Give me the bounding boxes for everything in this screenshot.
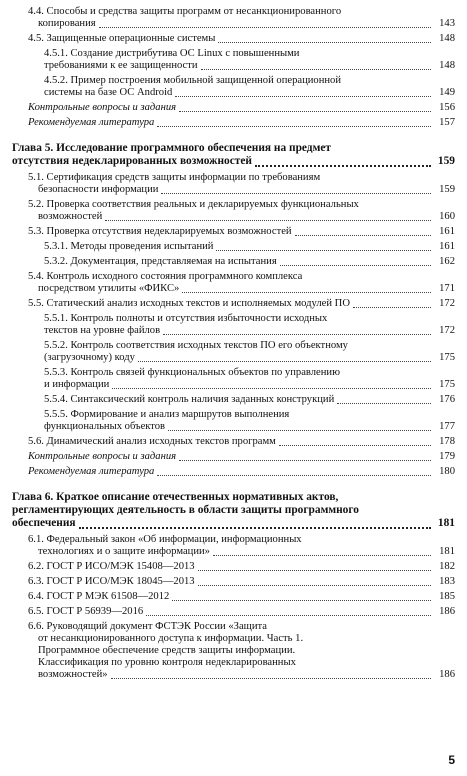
toc-dot-leader — [179, 460, 431, 461]
toc-dot-leader — [216, 250, 431, 251]
toc-page-number: 172 — [439, 325, 455, 336]
toc-dot-leader — [172, 600, 431, 601]
toc-page-number: 181 — [437, 517, 455, 529]
toc-dot-leader — [99, 27, 431, 28]
toc-page-number: 175 — [439, 352, 455, 363]
toc-page-number: 160 — [439, 211, 455, 222]
toc-dot-leader — [163, 334, 431, 335]
toc-entry-text: 6.4. ГОСТ Р МЭК 61508—2012 — [28, 591, 170, 602]
toc-entry-text: 6.2. ГОСТ Р ИСО/МЭК 15408—2013 — [28, 561, 195, 572]
toc-entry-text: 5.5.4. Синтаксический контроль наличия заданных конструкций — [44, 394, 335, 405]
toc-entry-text: 5.6. Динамический анализ исходных текстов программ — [28, 436, 276, 447]
toc-page-number: 148 — [439, 33, 455, 44]
toc-page-number: 179 — [439, 451, 455, 462]
toc-entry-text: 4.5. Защищенные операционные системы — [28, 33, 216, 44]
toc-entry-text: отсутствия недекларированных возможностей — [12, 155, 252, 167]
toc-dot-leader — [213, 555, 431, 556]
toc-entry-text: 6.5. ГОСТ Р 56939—2016 — [28, 606, 144, 617]
toc-dot-leader — [157, 475, 431, 476]
toc-dot-leader — [198, 585, 431, 586]
toc-entry-text: 5.5. Статический анализ исходных текстов и исполняемых модулей ПО — [28, 298, 350, 309]
toc-page-number: 186 — [439, 606, 455, 617]
toc-dot-leader — [218, 42, 431, 43]
toc-dot-leader — [168, 430, 431, 431]
toc-page-number: 177 — [439, 421, 455, 432]
toc-page-number: 148 — [439, 60, 455, 71]
toc-entry-text: копирования — [38, 18, 96, 29]
toc-entry-text: посредством утилиты «ФИКС» — [38, 283, 180, 294]
toc-entry-text: регламентирующих деятельность в области защиты программного — [12, 504, 359, 516]
toc-page-number: 186 — [439, 669, 455, 680]
toc-entry-text: Контрольные вопросы и задания — [28, 102, 177, 113]
toc-dot-leader — [146, 615, 431, 616]
toc-dot-leader — [337, 403, 431, 404]
toc-entry-text: обеспечения — [12, 517, 76, 529]
toc-entry-text: 5.3. Проверка отсутствия недекларируемых возможностей — [28, 226, 292, 237]
toc-entry-text: безопасности информации — [38, 184, 159, 195]
toc-page-number: 156 — [439, 102, 455, 113]
toc-entry-text: Глава 5. Исследование программного обеспечения на предмет — [12, 142, 331, 154]
toc-page-number: 181 — [439, 546, 455, 557]
toc-entry-text: 5.5.5. Формирование и анализ маршрутов выполнения — [44, 409, 290, 420]
toc-entry-text: 5.4. Контроль исходного состояния программного комплекса — [28, 271, 303, 282]
toc-page-number: 183 — [439, 576, 455, 587]
toc-entry-text: Глава 6. Краткое описание отечественных нормативных актов, — [12, 491, 339, 503]
toc-entry-text: Контрольные вопросы и задания — [28, 451, 177, 462]
toc-entry-text: 4.5.1. Создание дистрибутива ОС Linux с повышенными — [44, 48, 300, 59]
toc-dot-leader — [105, 220, 431, 221]
toc-entry-text: возможностей» — [38, 669, 108, 680]
toc-page-number: 175 — [439, 379, 455, 390]
toc-entry-text: 4.5.2. Пример построения мобильной защищенной операционной — [44, 75, 342, 86]
toc-entry-text: технологиях и о защите информации» — [38, 546, 210, 557]
toc-dot-leader — [201, 69, 431, 70]
toc-entry-text: от несанкционированного доступа к информации. Часть 1. — [38, 633, 304, 644]
toc-entry-text: 5.5.3. Контроль связей функциональных объектов по управлению — [44, 367, 341, 378]
toc-dot-leader — [157, 126, 431, 127]
page-number: 5 — [448, 753, 455, 767]
toc-entry-text: 6.1. Федеральный закон «Об информации, информационных — [28, 534, 302, 545]
toc-page-number: 149 — [439, 87, 455, 98]
toc-page-number: 182 — [439, 561, 455, 572]
toc-dot-leader — [138, 361, 431, 362]
toc-page-number: 185 — [439, 591, 455, 602]
toc-dot-leader — [111, 678, 431, 679]
toc-entry-text: 4.4. Способы и средства защиты программ от несанкционированного — [28, 6, 342, 17]
toc-entry-text: и информации — [44, 379, 110, 390]
toc-page-number: 143 — [439, 18, 455, 29]
toc-page-number: 171 — [439, 283, 455, 294]
toc-dot-leader — [295, 235, 431, 236]
toc-dot-leader — [279, 445, 431, 446]
toc-page-number: 162 — [439, 256, 455, 267]
toc-page-number: 172 — [439, 298, 455, 309]
toc-page-number: 178 — [439, 436, 455, 447]
toc-dot-leader — [175, 96, 431, 97]
toc-page-number: 161 — [439, 241, 455, 252]
toc-page-number: 180 — [439, 466, 455, 477]
toc-entry-text: 5.5.2. Контроль соответствия исходных текстов ПО его объектному — [44, 340, 348, 351]
toc-entry-text: требованиями к ее защищенности — [44, 60, 198, 71]
toc-entry-text: 6.6. Руководящий документ ФСТЭК России «Защита — [28, 621, 267, 632]
toc-dot-leader — [79, 527, 431, 529]
toc-dot-leader — [179, 111, 431, 112]
toc-entry-text: 5.1. Сертификация средств защиты информации по требованиям — [28, 172, 321, 183]
toc-entry-text: 5.5.1. Контроль полноты и отсутствия избыточности исходных — [44, 313, 328, 324]
toc-entry-text: Рекомендуемая литература — [28, 466, 155, 477]
toc-page-number: 161 — [439, 226, 455, 237]
toc-entry-text: Классификация по уровню контроля недекларированных — [38, 657, 296, 668]
toc-page-number: 157 — [439, 117, 455, 128]
toc-entry-text: 5.3.2. Документация, представляемая на испытания — [44, 256, 277, 267]
toc-dot-leader — [198, 570, 431, 571]
toc-page-number: 159 — [439, 184, 455, 195]
toc-page-number: 176 — [439, 394, 455, 405]
toc-entry-text: текстов на уровне файлов — [44, 325, 161, 336]
toc-dot-leader — [280, 265, 431, 266]
toc-entry-text: возможностей — [38, 211, 103, 222]
toc-entry-text: функциональных объектов — [44, 421, 166, 432]
toc-entry-text: 5.3.1. Методы проведения испытаний — [44, 241, 214, 252]
toc-dot-leader — [353, 307, 431, 308]
toc-dot-leader — [112, 388, 431, 389]
toc-dot-leader — [161, 193, 431, 194]
toc-entry-text: (загрузочному) коду — [44, 352, 135, 363]
toc-entry-text: системы на базе ОС Android — [44, 87, 173, 98]
toc-page-number: 159 — [437, 155, 455, 167]
toc-entry-text: 6.3. ГОСТ Р ИСО/МЭК 18045—2013 — [28, 576, 195, 587]
toc-dot-leader — [255, 165, 431, 167]
toc-entry-text: 5.2. Проверка соответствия реальных и декларируемых функциональных — [28, 199, 359, 210]
toc-entry-text: Программное обеспечение средств защиты информации. — [38, 645, 296, 656]
toc-dot-leader — [182, 292, 431, 293]
toc-entry-text: Рекомендуемая литература — [28, 117, 155, 128]
